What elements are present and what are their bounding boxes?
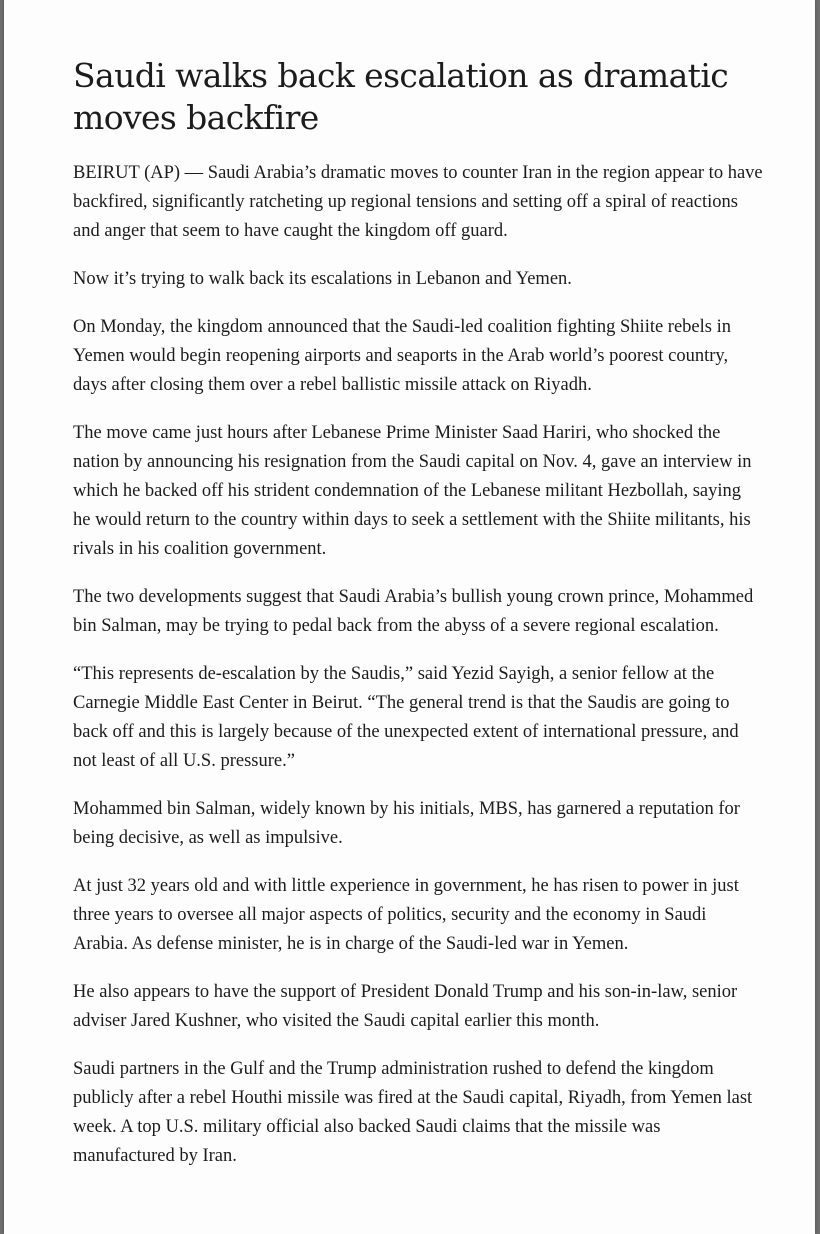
article-paragraph: He also appears to have the support of President Donald Trump and his son-in-law, senior adviser Jared Kushner, who visited the Saudi capital earlier this month.	[73, 982, 738, 1031]
article-paragraph: “This represents de-escalation by the Saudis,” said Yezid Sayigh, a senior fellow at the Carnegie Middle East Center in Beirut. “The general trend is that the Saudis are going to back off and this is largely because of the unexpected extent of international pressure, and not least of all U.S. pressure.”	[73, 664, 739, 771]
article-paragraph: Now it’s trying to walk back its escalations in Lebanon and Yemen.	[73, 269, 572, 289]
article-paragraph: The two developments suggest that Saudi Arabia’s bullish young crown prince, Mohammed bin Salman, may be trying to pedal back from the abyss of a severe regional escalation.	[73, 587, 754, 636]
article-headline: Saudi walks back escalation as dramatic moves backfire	[73, 56, 729, 137]
article-paragraph: Mohammed bin Salman, widely known by his initials, MBS, has garnered a reputation for being decisive, as well as impulsive.	[73, 799, 740, 848]
article-page	[4, 0, 815, 1234]
article-paragraph: The move came just hours after Lebanese Prime Minister Saad Hariri, who shocked the nation by announcing his resignation from the Saudi capital on Nov. 4, gave an interview in which he backed off his strident condemnation of the Lebanese militant Hezbollah, saying he would return to the country within days to seek a settlement with the Shiite militants, his rivals in his coalition government.	[73, 423, 752, 559]
article-paragraph: BEIRUT (AP) — Saudi Arabia’s dramatic moves to counter Iran in the region appear to have backfired, significantly ratcheting up regional tensions and setting off a spiral of reactions and anger that seem to have caught the kingdom off guard.	[73, 163, 763, 241]
article-paragraph: On Monday, the kingdom announced that the Saudi-led coalition fighting Shiite rebels in Yemen would begin reopening airports and seaports in the Arab world’s poorest country, days after closing them over a rebel ballistic missile attack on Riyadh.	[73, 317, 731, 395]
article-paragraph: At just 32 years old and with little experience in government, he has risen to power in just three years to oversee all major aspects of politics, security and the economy in Saudi Arabia. As defense minister, he is in charge of the Saudi-led war in Yemen.	[73, 876, 739, 954]
article-body	[73, 55, 763, 1190]
article-paragraph: Saudi partners in the Gulf and the Trump administration rushed to defend the kingdom publicly after a rebel Houthi missile was fired at the Saudi capital, Riyadh, from Yemen last week. A top U.S. military official also backed Saudi claims that the missile was manufactured by Iran.	[73, 1059, 753, 1166]
